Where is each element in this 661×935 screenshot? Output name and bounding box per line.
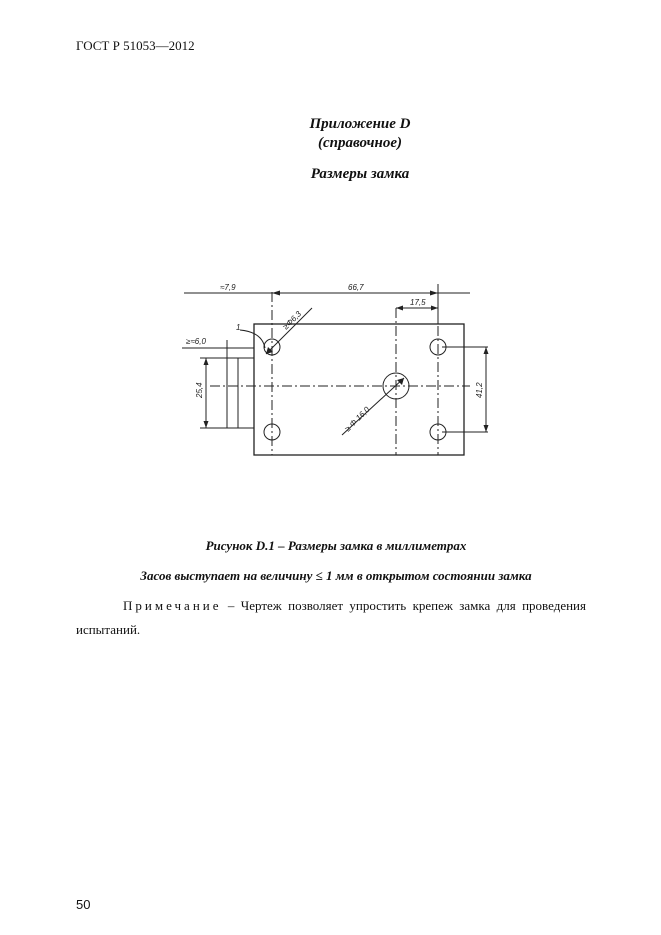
figure-caption: Рисунок D.1 – Размеры замка в миллиметрах xyxy=(205,538,467,553)
document-id: ГОСТ Р 51053—2012 xyxy=(76,38,195,53)
dim-width-label: 66,7 xyxy=(348,283,364,292)
appendix-subtitle: (справочное) xyxy=(318,135,402,151)
dim-right-label: 17,5 xyxy=(410,298,426,307)
dim-small-hole-label: ≥Φ6,3 xyxy=(281,309,304,332)
note-text: – Чертеж позволяет упростить крепеж замка для проведения испытаний. xyxy=(76,598,586,637)
section-title: Размеры замка xyxy=(310,166,410,182)
note-label: Примечание xyxy=(123,598,222,613)
page-number: 50 xyxy=(76,897,91,912)
dim-bolt-label: ≥≈6,0 xyxy=(186,337,206,346)
dim-height-left-label: 25,4 xyxy=(195,382,204,398)
bolt-note: Засов выступает на величину ≤ 1 мм в открытом состоянии замка xyxy=(140,568,532,583)
dim-big-hole-label: ≥ Φ 16,0 xyxy=(343,405,372,434)
note-paragraph xyxy=(76,594,586,642)
appendix-title: Приложение D xyxy=(309,116,411,132)
dim-top-left-label: ≈7,9 xyxy=(220,283,236,292)
dim-height-right-label: 41,2 xyxy=(475,382,484,398)
bolt-outline xyxy=(227,358,254,428)
lock-dimensions-drawing xyxy=(170,270,510,470)
lock-plate xyxy=(254,324,464,455)
leader-1-label: 1 xyxy=(236,323,241,332)
